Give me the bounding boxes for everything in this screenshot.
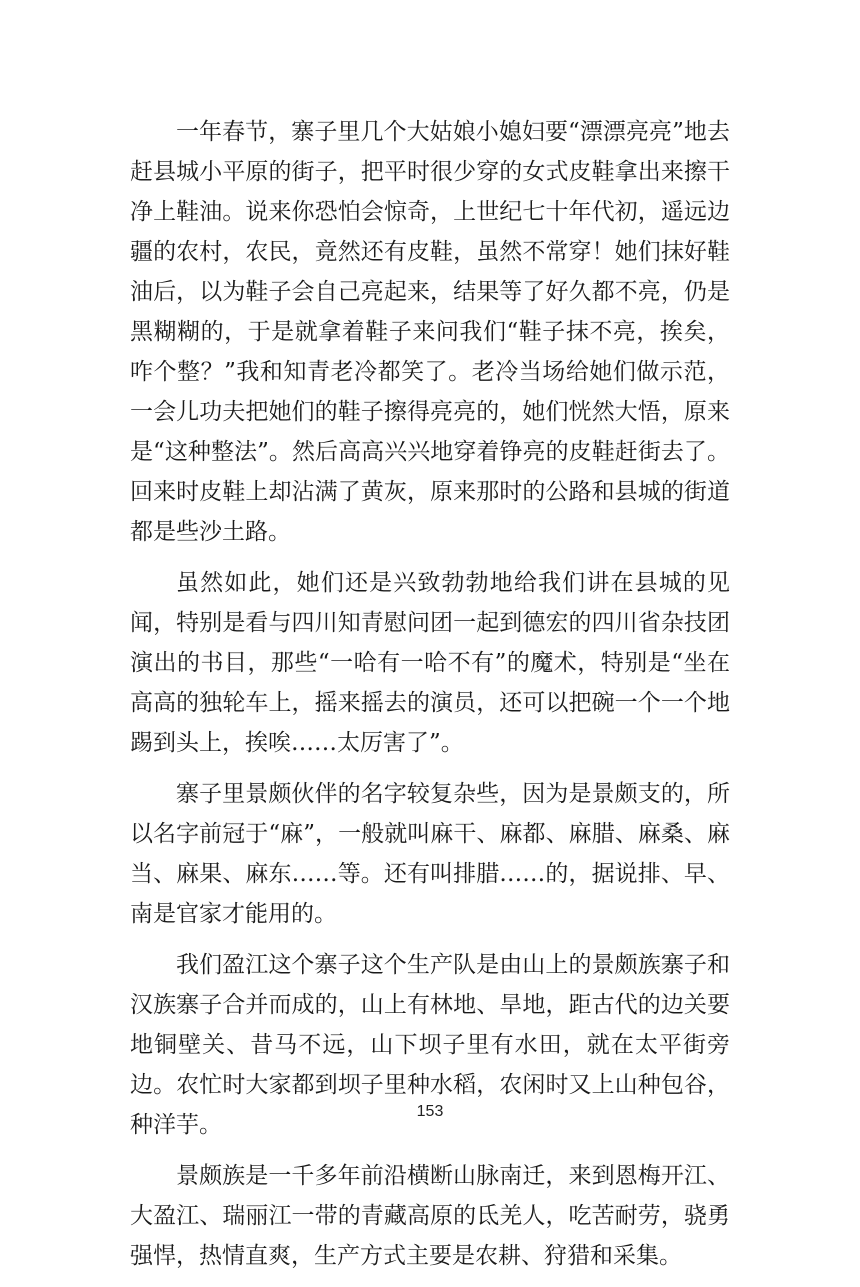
page-number: 153 <box>416 1103 444 1120</box>
paragraph-4: 我们盈江这个寨子这个生产队是由山上的景颇族寨子和汉族寨子合并而成的，山上有林地、旱地，距古代的边关要地铜壁关、昔马不远，山下坝子里有水田，就在太平街旁边。农忙时大家都到坝子里种水稻，农闲时又上山种包谷，种洋芋。 <box>130 952 730 1138</box>
paragraph-1: 一年春节，寨子里几个大姑娘小媳妇要“漂漂亮亮”地去赶县城小平原的街子，把平时很少穿的女式皮鞋拿出来擦干净上鞋油。说来你恐怕会惊奇，上世纪七十年代初，遥远边疆的农村，农民，竟然还有皮鞋，虽然不常穿！她们抹好鞋油后，以为鞋子会自己亮起来，结果等了好久都不亮，仍是黑糊糊的，于是就拿着鞋子来问我们“鞋子抹不亮，挨矣，咋个整？”我和知青老冷都笑了。老冷当场给她们做示范，一会儿功夫把她们的鞋子擦得亮亮的，她们恍然大悟，原来是“这种整法”。然后高高兴兴地穿着铮亮的皮鞋赶街去了。回来时皮鞋上却沾满了黄灰，原来那时的公路和县城的街道都是些沙土路。 <box>130 119 730 545</box>
paragraph-2: 虽然如此，她们还是兴致勃勃地给我们讲在县城的见闻，特别是看与四川知青慰问团一起到德宏的四川省杂技团演出的书目，那些“一哈有一哈不有”的魔术，特别是“坐在高高的独轮车上，摇来摇去的演员，还可以把碗一个一个地踢到头上，挨唉……太厉害了”。 <box>130 570 730 756</box>
paragraph-3: 寨子里景颇伙伴的名字较复杂些，因为是景颇支的，所以名字前冠于“麻”，一般就叫麻干、麻都、麻腊、麻桑、麻当、麻果、麻东……等。还有叫排腊……的，据说排、早、南是官家才能用的。 <box>130 781 730 927</box>
paragraph-5: 景颇族是一千多年前沿横断山脉南迁，来到恩梅开江、大盈江、瑞丽江一带的青藏高原的氐羌人，吃苦耐劳，骁勇强悍，热情直爽，生产方式主要是农耕、狩猎和采集。 <box>130 1163 730 1269</box>
